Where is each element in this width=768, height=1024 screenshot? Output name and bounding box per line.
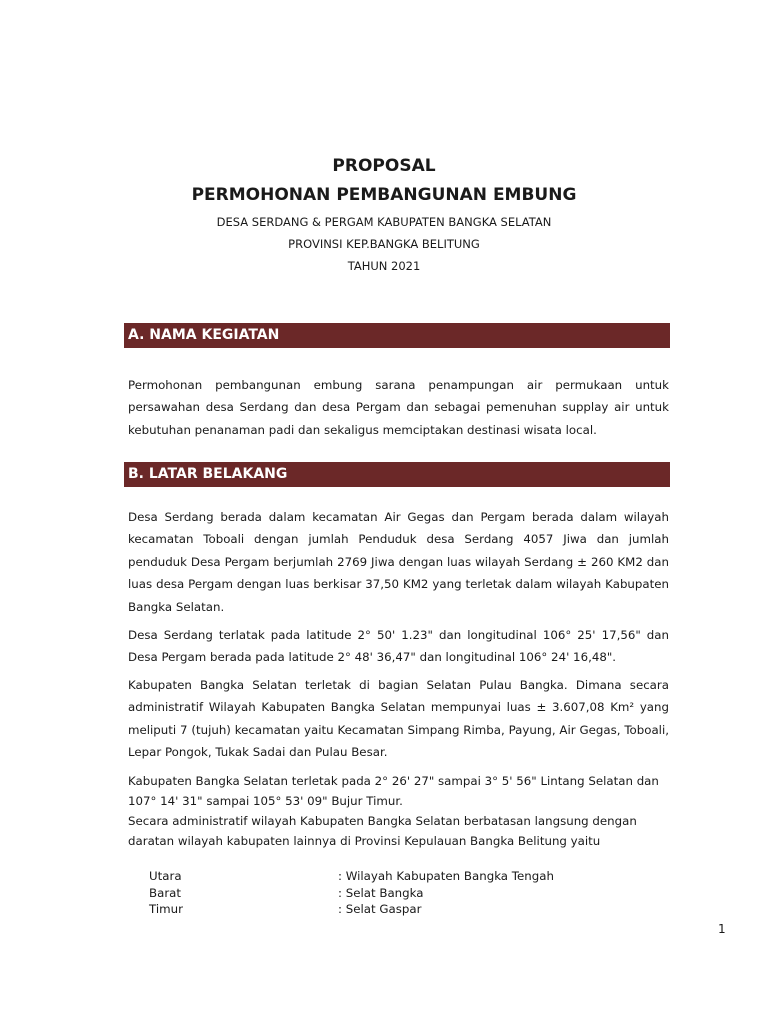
border-value: : Selat Gaspar — [338, 902, 422, 916]
border-item-west — [128, 885, 669, 902]
header-line-location: DESA SERDANG & PERGAM KABUPATEN BANGKA SELATAN — [216, 215, 552, 229]
border-direction: Timur — [149, 902, 183, 916]
section-b-paragraph-3: Kabupaten Bangka Selatan terletak di bagian Selatan Pulau Bangka. Dimana secara administratif Wilayah Kabupaten Bangka Selatan mempunyai luas ± 3.607,08 Km² yang meliputi 7 (tujuh) kecamatan yaitu Kecamatan Simpang Rimba, Payung, Air Gegas, Toboali, Lepar Pongok, Tukak Sadai dan Pulau Besar. — [128, 678, 669, 760]
header-line-year: TAHUN 2021 — [347, 259, 421, 273]
border-list — [128, 868, 669, 918]
border-direction: Utara — [149, 869, 182, 883]
section-b-paragraph-1: Desa Serdang berada dalam kecamatan Air Gegas dan Pergam berada dalam wilayah kecamatan Toboali dengan jumlah Penduduk desa Serdang 4057 Jiwa dan jumlah penduduk Desa Pergam berjumlah 2769 Jiwa dengan luas wilayah Serdang ± 260 KM2 dan luas desa Pergam dengan luas berkisar 37,50 KM2 yang terletak dalam wilayah Kabupaten Bangka Selatan. — [128, 510, 669, 614]
section-b-heading: B. LATAR BELAKANG — [124, 462, 670, 487]
page-number: 1 — [718, 922, 726, 936]
section-b-paragraph-4a: Kabupaten Bangka Selatan terletak pada 2° 26' 27" sampai 3° 5' 56" Lintang Selatan dan 107° 14' 31" sampai 105° 53' 09" Bujur Timur. — [128, 774, 659, 808]
border-value: : Selat Bangka — [338, 885, 424, 900]
border-value: : Wilayah Kabupaten Bangka Tengah — [338, 869, 554, 883]
border-direction: Barat — [149, 885, 182, 900]
section-a-heading: A. NAMA KEGIATAN — [124, 323, 670, 348]
document-title: PROPOSAL — [332, 156, 436, 176]
header-line-province: PROVINSI KEP.BANGKA BELITUNG — [288, 237, 480, 251]
document-subtitle: PERMOHONAN PEMBANGUNAN EMBUNG — [191, 185, 577, 205]
border-item-east — [128, 901, 669, 918]
section-b-paragraph-4b: Secara administratif wilayah Kabupaten Bangka Selatan berbatasan langsung dengan daratan wilayah kabupaten lainnya di Provinsi Kepulauan Bangka Belitung yaitu — [128, 814, 637, 848]
border-item-north — [128, 868, 669, 885]
section-a-paragraph: Permohonan pembangunan embung sarana penampungan air permukaan untuk persawahan desa Serdang dan desa Pergam dan sebagai pemenuhan supplay air untuk kebutuhan penanaman padi dan sekaligus memciptakan destinasi wisata local. — [128, 378, 669, 437]
section-b-paragraph-4 — [128, 771, 669, 851]
section-b-paragraph-2: Desa Serdang terlatak pada latitude 2° 50' 1.23" dan longitudinal 106° 25' 17,56" dan Desa Pergam berada pada latitude 2° 48' 36,47" dan longitudinal 106° 24' 16,48". — [128, 628, 669, 665]
